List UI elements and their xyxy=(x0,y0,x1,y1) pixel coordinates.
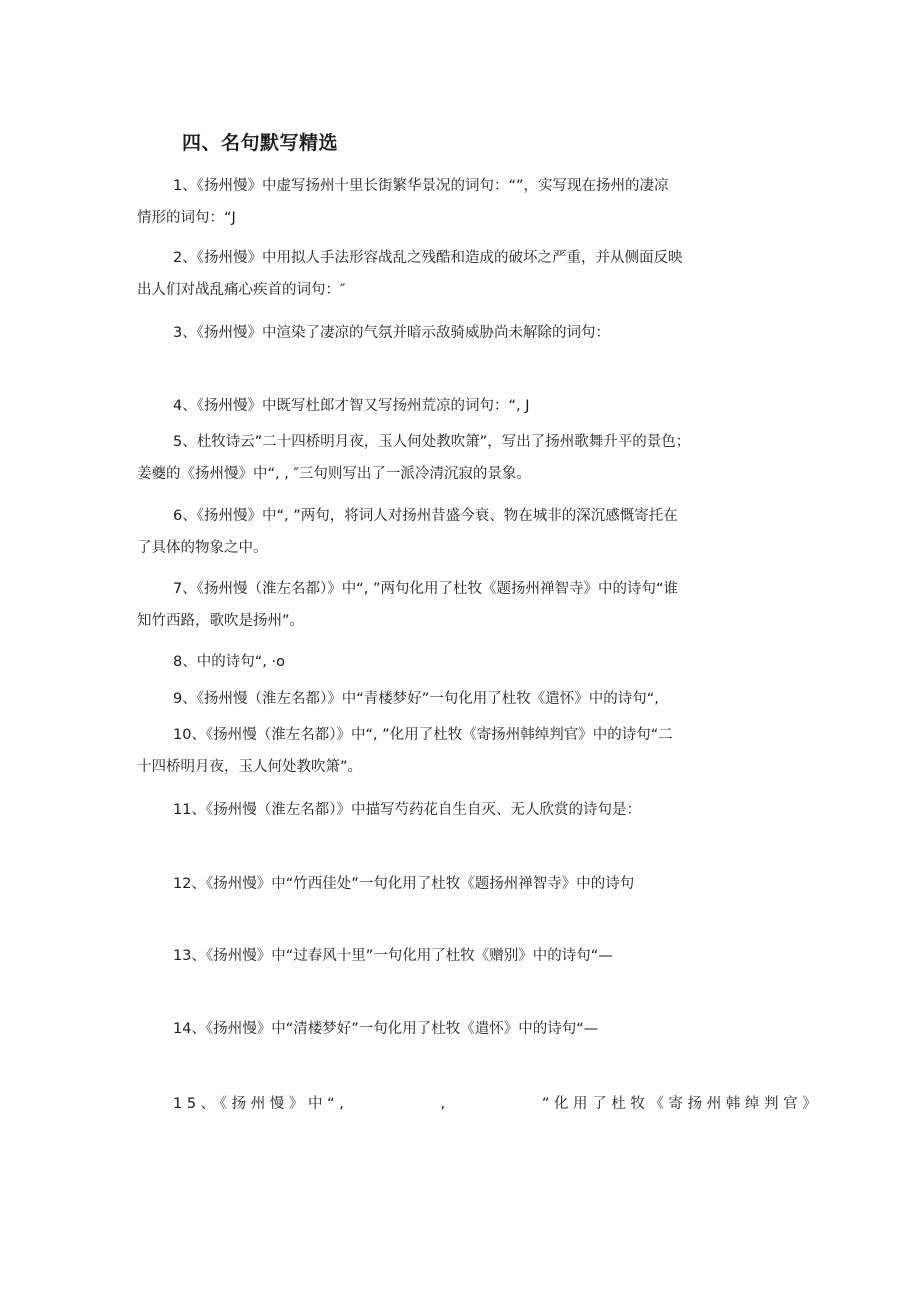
question-6-line-1: 6、《扬州慢》中“, ”两句，将词人对扬州昔盛今衰、物在城非的深沉感慨寄托在 xyxy=(173,508,678,524)
question-10 xyxy=(137,719,787,783)
question-13-line-1: 13、《扬州慢》中“过春风十里”一句化用了杜牧《赠别》中的诗句“— xyxy=(173,948,613,964)
question-8 xyxy=(137,646,787,678)
question-10-line-2: 十四桥明月夜，玉人何处教吹箫”。 xyxy=(137,759,363,775)
question-4 xyxy=(137,390,787,422)
question-9 xyxy=(137,683,787,715)
question-2 xyxy=(137,242,787,306)
question-6-line-2: 了具体的物象之中。 xyxy=(137,540,268,556)
question-7-line-2: 知竹西路，歌吹是扬州”。 xyxy=(137,613,305,629)
question-1 xyxy=(137,170,787,234)
question-7-line-1: 7、《扬州慢（淮左名都）》中“, ”两句化用了杜牧《题扬州禅智寺》中的诗句“谁 xyxy=(173,581,678,597)
question-11 xyxy=(137,794,787,826)
question-3 xyxy=(137,317,787,349)
question-10-line-1: 10、《扬州慢（淮左名都）》中“, ”化用了杜牧《寄扬州韩绰判官》中的诗句“二 xyxy=(173,727,673,743)
question-13 xyxy=(137,940,787,972)
question-2-line-2: 出人们对战乱痛心疾首的词句：″ xyxy=(137,282,346,298)
question-9-line-1: 9、《扬州慢（淮左名都）》中“青楼梦好”一句化用了杜牧《遣怀》中的诗句“, xyxy=(173,691,659,707)
question-12 xyxy=(137,868,787,900)
question-14-line-1: 14、《扬州慢》中“清楼梦好”一句化用了杜牧《遣怀》中的诗句“— xyxy=(173,1021,599,1037)
question-15 xyxy=(137,1088,822,1120)
question-5-line-1: 5、杜牧诗云”二十四桥明月夜，玉人何处教吹箫”，写出了扬州歌舞升平的景色； xyxy=(173,434,691,450)
question-7 xyxy=(137,573,787,637)
section-heading: 四、名句默写精选 xyxy=(182,132,339,154)
question-8-line-1: 8、中的诗句“, ·o xyxy=(173,654,285,670)
question-3-line-1: 3、《扬州慢》中渲染了凄凉的气氛并暗示敌骑威胁尚未解除的词句： xyxy=(173,325,610,341)
question-15-line-1: 15、《扬州慢》中“, , ”化用了杜牧《寄扬州韩绰判官》 xyxy=(173,1096,822,1112)
question-5 xyxy=(137,426,787,490)
question-12-line-1: 12、《扬州慢》中“竹西佳处”一句化用了杜牧《题扬州禅智寺》中的诗句 xyxy=(173,876,635,892)
question-2-line-1: 2、《扬州慢》中用拟人手法形容战乱之残酷和造成的破坏之严重，并从侧面反映 xyxy=(173,250,683,266)
question-14 xyxy=(137,1013,787,1045)
question-11-line-1: 11、《扬州慢（淮左名都）》中描写芍药花自生自灭、无人欣赏的诗句是： xyxy=(173,802,641,818)
question-6 xyxy=(137,500,787,564)
question-1-line-2: 情形的词句：“J xyxy=(137,210,236,226)
question-1-line-1: 1、《扬州慢》中虚写扬州十里长街繁华景况的词句：“”，实写现在扬州的凄凉 xyxy=(173,178,669,194)
question-4-line-1: 4、《扬州慢》中既写杜郎才智又写扬州荒凉的词句：“, J xyxy=(173,398,530,414)
question-5-line-2: 姜夔的《扬州慢》中“, , ″三句则写出了一派冷清沉寂的景象。 xyxy=(137,466,531,482)
